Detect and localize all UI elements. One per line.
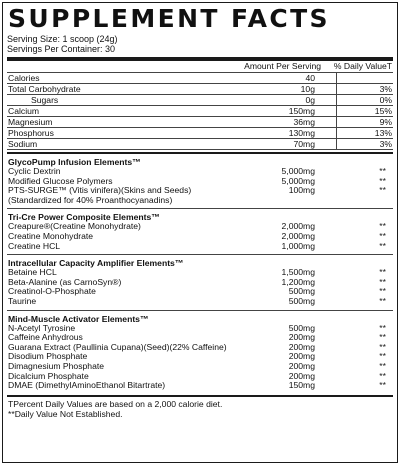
column-divider [336, 106, 337, 116]
ingredient-name: Creapure®(Creatine Monohydrate) [8, 221, 141, 232]
ingredient-amount: 2,000mg [281, 221, 315, 232]
ingredient-daily-value: ** [379, 322, 386, 333]
ingredient-daily-value: ** [379, 175, 386, 186]
nutrient-name: Sugars [31, 95, 59, 105]
ingredient-daily-value: ** [379, 295, 386, 306]
servings-per-container: Servings Per Container: 30 [7, 44, 116, 54]
nutrient-row [7, 139, 393, 150]
blend-section [7, 212, 393, 254]
ingredient-amount: 500mg [288, 322, 315, 333]
section-divider [7, 310, 393, 311]
ingredient-daily-value: ** [379, 360, 386, 371]
nutrient-row [7, 95, 393, 106]
ingredient-name: (Standardized for 40% Proanthocyanadins) [8, 194, 173, 205]
ingredient-name: Cyclic Dextrin [8, 166, 61, 176]
ingredient-daily-value: ** [379, 276, 386, 287]
ingredient-row [7, 297, 393, 307]
ingredient-row [7, 232, 393, 242]
footnotes [7, 399, 393, 419]
nutrient-amount: 36mg [293, 117, 315, 127]
ingredient-daily-value: ** [379, 370, 386, 381]
nutrient-row [7, 117, 393, 128]
ingredient-daily-value: ** [379, 240, 386, 251]
column-header-row [7, 61, 393, 73]
column-divider [336, 73, 337, 83]
column-divider [336, 84, 337, 94]
nutrient-daily-value: 9% [379, 117, 392, 127]
nutrient-amount: 0g [305, 95, 315, 105]
blend-title: Mind-Muscle Activator Elements™ [8, 313, 149, 324]
nutrient-name: Total Carbohydrate [8, 84, 81, 94]
ingredient-name: Taurine [8, 295, 37, 306]
nutrient-daily-value: 0% [379, 95, 392, 105]
ingredient-amount: 5,000mg [281, 175, 315, 186]
column-divider [336, 95, 337, 105]
ingredient-amount: 500mg [288, 286, 315, 297]
ingredient-amount: 200mg [288, 351, 315, 362]
column-divider [336, 117, 337, 127]
amount-header: Amount Per Serving [244, 61, 321, 71]
ingredient-row [7, 287, 393, 297]
panel-title: SUPPLEMENT FACTS [8, 4, 330, 33]
ingredient-daily-value: ** [379, 286, 386, 297]
ingredient-name: Beta-Alanine (as CarnoSyn®) [8, 276, 122, 287]
nutrient-daily-value: 3% [379, 84, 392, 94]
ingredient-name: Dimagnesium Phosphate [8, 360, 105, 371]
nutrient-name: Sodium [8, 139, 38, 149]
nutrient-name: Calories [8, 73, 40, 83]
ingredient-daily-value: ** [379, 221, 386, 232]
footnote-line: **Daily Value Not Established. [8, 408, 123, 419]
nutrient-daily-value: 13% [374, 128, 392, 138]
ingredient-name: Creatine HCL [8, 240, 61, 251]
ingredient-row [7, 196, 393, 206]
column-divider [336, 139, 337, 149]
ingredient-daily-value: ** [379, 351, 386, 362]
column-divider [336, 128, 337, 138]
ingredient-row [7, 242, 393, 252]
ingredient-name: Creatine Monohydrate [8, 230, 94, 241]
ingredient-daily-value: ** [379, 332, 386, 343]
ingredient-name: Dicalcium Phosphate [8, 370, 89, 381]
divider-footer [7, 395, 393, 397]
nutrient-row [7, 128, 393, 139]
nutrient-row [7, 106, 393, 117]
ingredient-amount: 200mg [288, 370, 315, 381]
ingredient-daily-value: ** [379, 230, 386, 241]
ingredient-amount: 1,000mg [281, 240, 315, 251]
blend-section [7, 157, 393, 208]
ingredient-amount: 1,200mg [281, 276, 315, 287]
ingredient-amount: 1,500mg [281, 267, 315, 278]
nutrient-amount: 40 [305, 73, 315, 83]
nutrient-daily-value: 15% [374, 106, 392, 116]
blend-section [7, 258, 393, 309]
ingredient-daily-value: ** [379, 380, 386, 391]
nutrient-name: Phosphorus [8, 128, 54, 138]
blend-section [7, 314, 393, 391]
ingredient-name: N-Acetyl Tyrosine [8, 322, 76, 333]
nutrient-name: Calcium [8, 106, 40, 116]
ingredient-amount: 150mg [288, 380, 315, 391]
ingredient-name: Creatinol-O-Phosphate [8, 286, 96, 297]
supplement-facts-panel [2, 2, 398, 463]
ingredient-amount: 200mg [288, 360, 315, 371]
blend-title: Intracellular Capacity Amplifier Elements™ [8, 258, 184, 269]
ingredient-name: DMAE (DimethylAminoEthanol Bitartrate) [8, 380, 166, 391]
nutrient-amount: 130mg [288, 128, 315, 138]
ingredient-daily-value: ** [379, 267, 386, 278]
ingredient-amount: 200mg [288, 332, 315, 343]
nutrient-row [7, 84, 393, 95]
blend-title: Tri-Cre Power Composite Elements™ [8, 212, 160, 223]
section-divider [7, 254, 393, 255]
ingredient-amount: 200mg [288, 341, 315, 352]
ingredient-amount: 500mg [288, 295, 315, 306]
blend-title: GlycoPump Infusion Elements™ [8, 157, 141, 167]
divider-medium [7, 152, 393, 154]
ingredient-amount: 2,000mg [281, 230, 315, 241]
nutrient-amount: 10g [300, 84, 315, 94]
ingredient-amount: 100mg [288, 185, 315, 196]
nutrient-amount: 70mg [293, 139, 315, 149]
blend-sections [7, 157, 393, 391]
ingredient-name: Caffeine Anhydrous [8, 332, 83, 343]
ingredient-name: Betaine HCL [8, 267, 57, 278]
ingredient-daily-value: ** [379, 166, 386, 176]
ingredient-amount: 5,000mg [281, 166, 315, 176]
ingredient-daily-value: ** [379, 185, 386, 196]
nutrient-amount: 150mg [288, 106, 315, 116]
ingredient-name: Modified Glucose Polymers [8, 175, 113, 186]
ingredient-row [7, 381, 393, 391]
footnote-line: TPercent Daily Values are based on a 2,000 calorie diet. [8, 398, 223, 409]
ingredient-name: PTS-SURGE™ (Vitis vinifera)(Skins and Seeds) [8, 185, 192, 196]
ingredient-daily-value: ** [379, 341, 386, 352]
nutrient-daily-value: 3% [379, 139, 392, 149]
section-divider [7, 208, 393, 209]
nutrient-name: Magnesium [8, 117, 53, 127]
nutrient-table [7, 73, 393, 150]
nutrient-row [7, 73, 393, 84]
ingredient-name: Guarana Extract (Paullinia Cupana)(Seed)(22% Caffeine) [8, 341, 227, 352]
daily-value-header: % Daily ValueT [333, 61, 392, 71]
serving-size: Serving Size: 1 scoop (24g) [7, 34, 118, 44]
ingredient-name: Disodium Phosphate [8, 351, 88, 362]
